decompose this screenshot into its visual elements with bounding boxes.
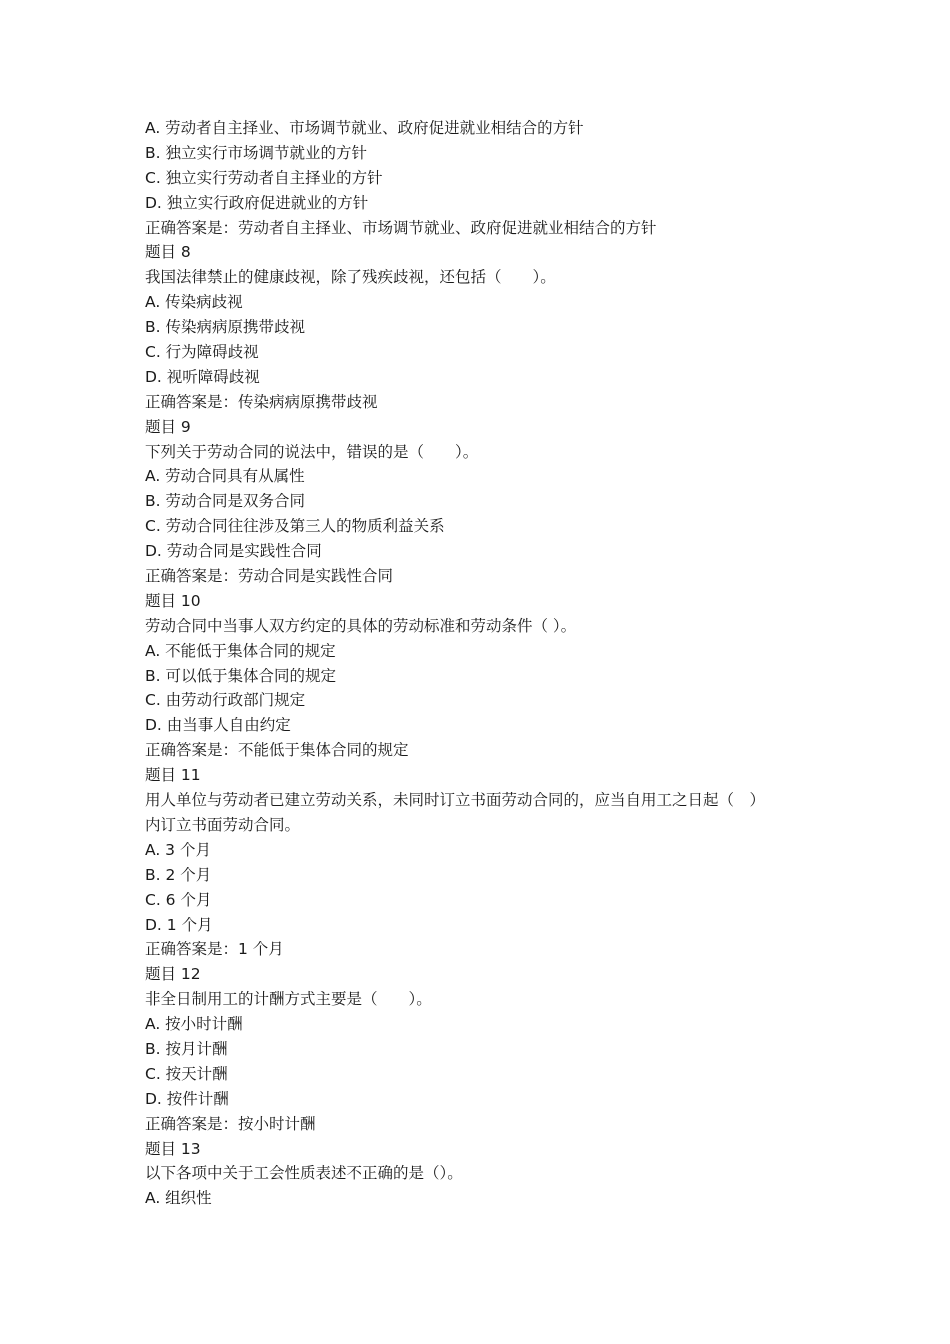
correct-answer: 正确答案是：按小时计酬 [145, 1114, 316, 1133]
correct-answer: 正确答案是：不能低于集体合同的规定 [145, 741, 409, 760]
option-a: A. 按小时计酬 [145, 1015, 243, 1034]
question-text-continued: 内订立书面劳动合同。 [145, 815, 301, 834]
question-text: 劳动合同中当事人双方约定的具体的劳动标准和劳动条件（ ）。 [145, 616, 577, 635]
option-b: B. 传染病病原携带歧视 [145, 318, 305, 337]
option-a: A. 传染病歧视 [145, 293, 243, 312]
question-heading: 题目 13 [145, 1139, 201, 1158]
option-d: D. 1 个月 [145, 915, 213, 934]
option-c: C. 劳动合同往往涉及第三人的物质利益关系 [145, 517, 445, 536]
question-heading: 题目 8 [145, 243, 191, 262]
question-text: 用人单位与劳动者已建立劳动关系，未同时订立书面劳动合同的，应当自用工之日起（ ） [145, 791, 766, 810]
question-heading: 题目 9 [145, 417, 191, 436]
question-heading: 题目 12 [145, 965, 201, 984]
option-c: C. 6 个月 [145, 890, 212, 909]
option-a: A. 劳动者自主择业、市场调节就业、政府促进就业相结合的方针 [145, 119, 584, 137]
option-d: D. 独立实行政府促进就业的方针 [145, 193, 369, 212]
option-d: D. 按件计酬 [145, 1089, 229, 1108]
option-c: C. 按天计酬 [145, 1064, 228, 1083]
option-d: D. 劳动合同是实践性合同 [145, 542, 322, 561]
correct-answer: 正确答案是：劳动者自主择业、市场调节就业、政府促进就业相结合的方针 [145, 218, 657, 237]
question-heading: 题目 11 [145, 766, 201, 785]
option-b: B. 可以低于集体合同的规定 [145, 666, 336, 685]
option-c: C. 行为障碍歧视 [145, 343, 259, 362]
correct-answer: 正确答案是：传染病病原携带歧视 [145, 392, 378, 411]
option-b: B. 独立实行市场调节就业的方针 [145, 143, 367, 162]
option-b: B. 2 个月 [145, 865, 212, 884]
option-a: A. 组织性 [145, 1189, 212, 1208]
option-d: D. 由当事人自由约定 [145, 716, 291, 735]
option-a: A. 不能低于集体合同的规定 [145, 641, 336, 660]
option-b: B. 劳动合同是双务合同 [145, 492, 305, 511]
document-body [145, 116, 825, 1211]
option-b: B. 按月计酬 [145, 1039, 228, 1058]
question-text: 以下各项中关于工会性质表述不正确的是（）。 [145, 1164, 463, 1183]
question-heading: 题目 10 [145, 591, 201, 610]
correct-answer: 正确答案是：劳动合同是实践性合同 [145, 567, 394, 586]
correct-answer: 正确答案是：1 个月 [145, 940, 284, 959]
question-text: 下列关于劳动合同的说法中，错误的是（ ）。 [145, 442, 479, 461]
question-text: 非全日制用工的计酬方式主要是（ ）。 [145, 990, 432, 1009]
option-c: C. 由劳动行政部门规定 [145, 691, 306, 710]
question-text: 我国法律禁止的健康歧视，除了残疾歧视，还包括（ ）。 [145, 268, 556, 287]
option-d: D. 视听障碍歧视 [145, 367, 260, 386]
option-c: C. 独立实行劳动者自主择业的方针 [145, 168, 383, 187]
option-a: A. 3 个月 [145, 840, 211, 859]
option-a: A. 劳动合同具有从属性 [145, 467, 305, 486]
